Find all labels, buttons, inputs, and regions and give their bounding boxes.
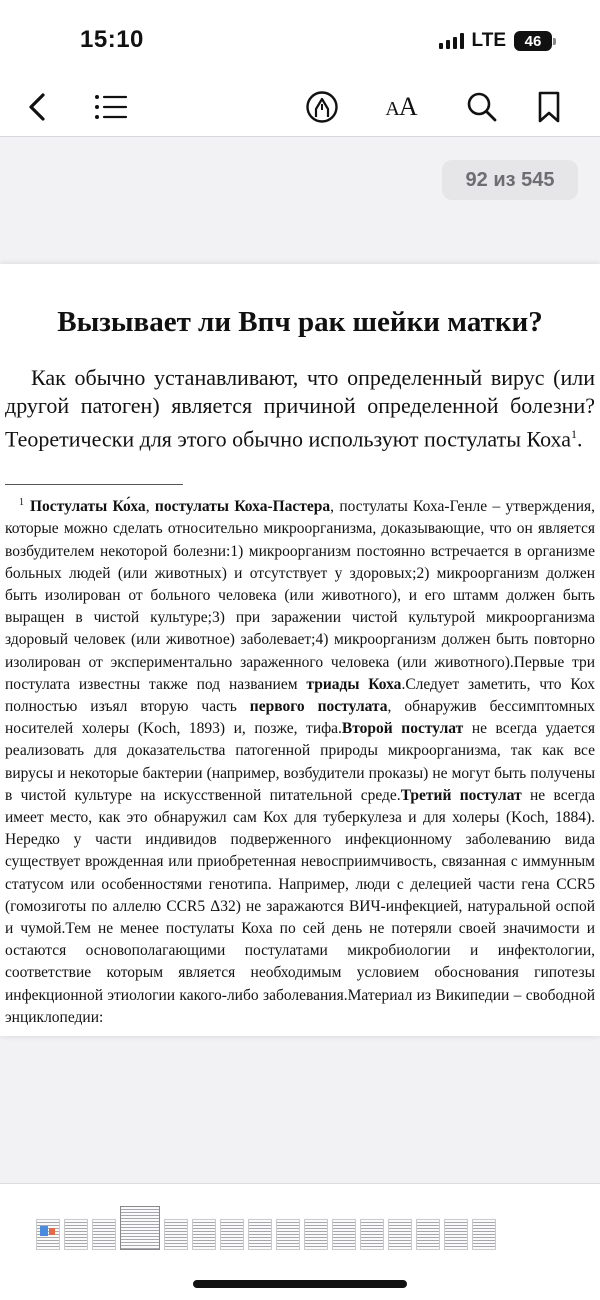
footnote-number: 1 <box>19 497 24 508</box>
page-thumbnail[interactable] <box>304 1219 328 1250</box>
search-button[interactable] <box>459 84 505 130</box>
back-button[interactable] <box>14 84 60 130</box>
chevron-left-icon <box>26 92 48 122</box>
text-size-label: AA <box>385 92 417 121</box>
page-thumbnail[interactable] <box>444 1219 468 1250</box>
home-indicator[interactable] <box>193 1280 407 1288</box>
battery-level: 46 <box>524 32 542 50</box>
page-thumbnail[interactable] <box>332 1219 356 1250</box>
page-thumbnail[interactable] <box>248 1219 272 1250</box>
page-thumbnail[interactable] <box>276 1219 300 1250</box>
status-time: 15:10 <box>80 26 144 53</box>
footnote-divider <box>5 484 183 485</box>
annotate-button[interactable] <box>299 84 345 130</box>
page-thumbnail[interactable] <box>120 1206 160 1250</box>
bookmark-icon <box>537 90 561 124</box>
signal-icon <box>439 33 464 49</box>
search-icon <box>466 91 498 123</box>
thumbnail-list <box>36 1206 496 1250</box>
list-icon <box>94 93 128 121</box>
contents-button[interactable] <box>88 84 134 130</box>
page-indicator: 92 из 545 <box>442 160 578 200</box>
pen-circle-icon <box>305 90 339 124</box>
footnote: $^1$ Постулаты Ко́ха, постулаты Коха-Пастера, постулаты Коха-Генле – утверждения, которые можно сделать относительно микроорганизма, доказывающие, что он является возбудителем некоторой болезни:1) микроорганизм постоянно встречается в организме больных людей (или животных) и отсутствует у здоровых;2) микроорганизм должен быть изолирован от больного человека (или животного), и его штамм должен быть выращен в чистой культуре;3) при заражении чистой культурой микроорганизма здоровый человек (или животное) заболевает;4) микроорганизм должен быть повторно изолирован от экспериментально зараженного человека (или животного).Первые три постулата известны также под названием триады Коха.Следует заметить, что Кох полностью изъял вторую часть первого постулата, обнаружив бессимптомных носителей холеры (Koch, 1893) и, позже, тифа.Второй постулат не всегда удается реализовать для доказательства патогенной природы микроорганизма, так как все вирусы и некоторые бактерии (например, возбудители проказы) не могут быть получены в чистой культуре на искусственной питательной среде.Третий постулат не всегда имеет место, как это обнаружил сам Кох для туберкулеза и для холеры (Koch, 1884). Нередко у части индивидов подверженного инфекционному заболеванию вида существует врожденная или приобретенная невосприимчивость, связанная с иммунным статусом или особенностями генотипа. Например, люди с делецией части гена CCR5 (гомозиготы по аллелю CCR5 Δ32) не заражаются ВИЧ-инфекцией, натуральной оспой и чумой.Тем не менее постулаты Коха по сей день не потеряли своей значимости и остаются основополагающими постулатами микробиологии и инфектологии, соответствие которым является необходимым условием обоснования гипотезы инфекционной этиологии какого-либо заболевания.Материал из Википедии – свободной энциклопедии: <box>5 497 596 1026</box>
page-thumbnail[interactable] <box>192 1219 216 1250</box>
footnote-ref[interactable]: 1 <box>571 427 578 441</box>
top-bar <box>0 0 600 137</box>
bookmark-button[interactable] <box>526 84 572 130</box>
page-thumbnail[interactable] <box>388 1219 412 1250</box>
network-type: LTE <box>471 30 506 51</box>
document-page <box>0 264 600 1036</box>
battery-icon <box>514 31 552 51</box>
page-thumbnail[interactable] <box>92 1219 116 1250</box>
page-thumbnail[interactable] <box>64 1219 88 1250</box>
page-thumbnail[interactable] <box>36 1219 60 1250</box>
paragraph: Как обычно устанавливают, что определенный вирус (или другой патоген) является причиной определенной болезни? Теоретически для этого обычно используют постулаты Коха$^1$. <box>5 365 595 452</box>
page-title: Вызывает ли Впч рак шейки матки? <box>57 306 543 338</box>
page-thumbnail[interactable] <box>360 1219 384 1250</box>
page-thumbnail[interactable] <box>164 1219 188 1250</box>
status-indicators <box>439 30 552 52</box>
page-thumbnail[interactable] <box>472 1219 496 1250</box>
text-size-button[interactable] <box>378 84 424 130</box>
page-thumbnail[interactable] <box>220 1219 244 1250</box>
page-thumbnail[interactable] <box>416 1219 440 1250</box>
